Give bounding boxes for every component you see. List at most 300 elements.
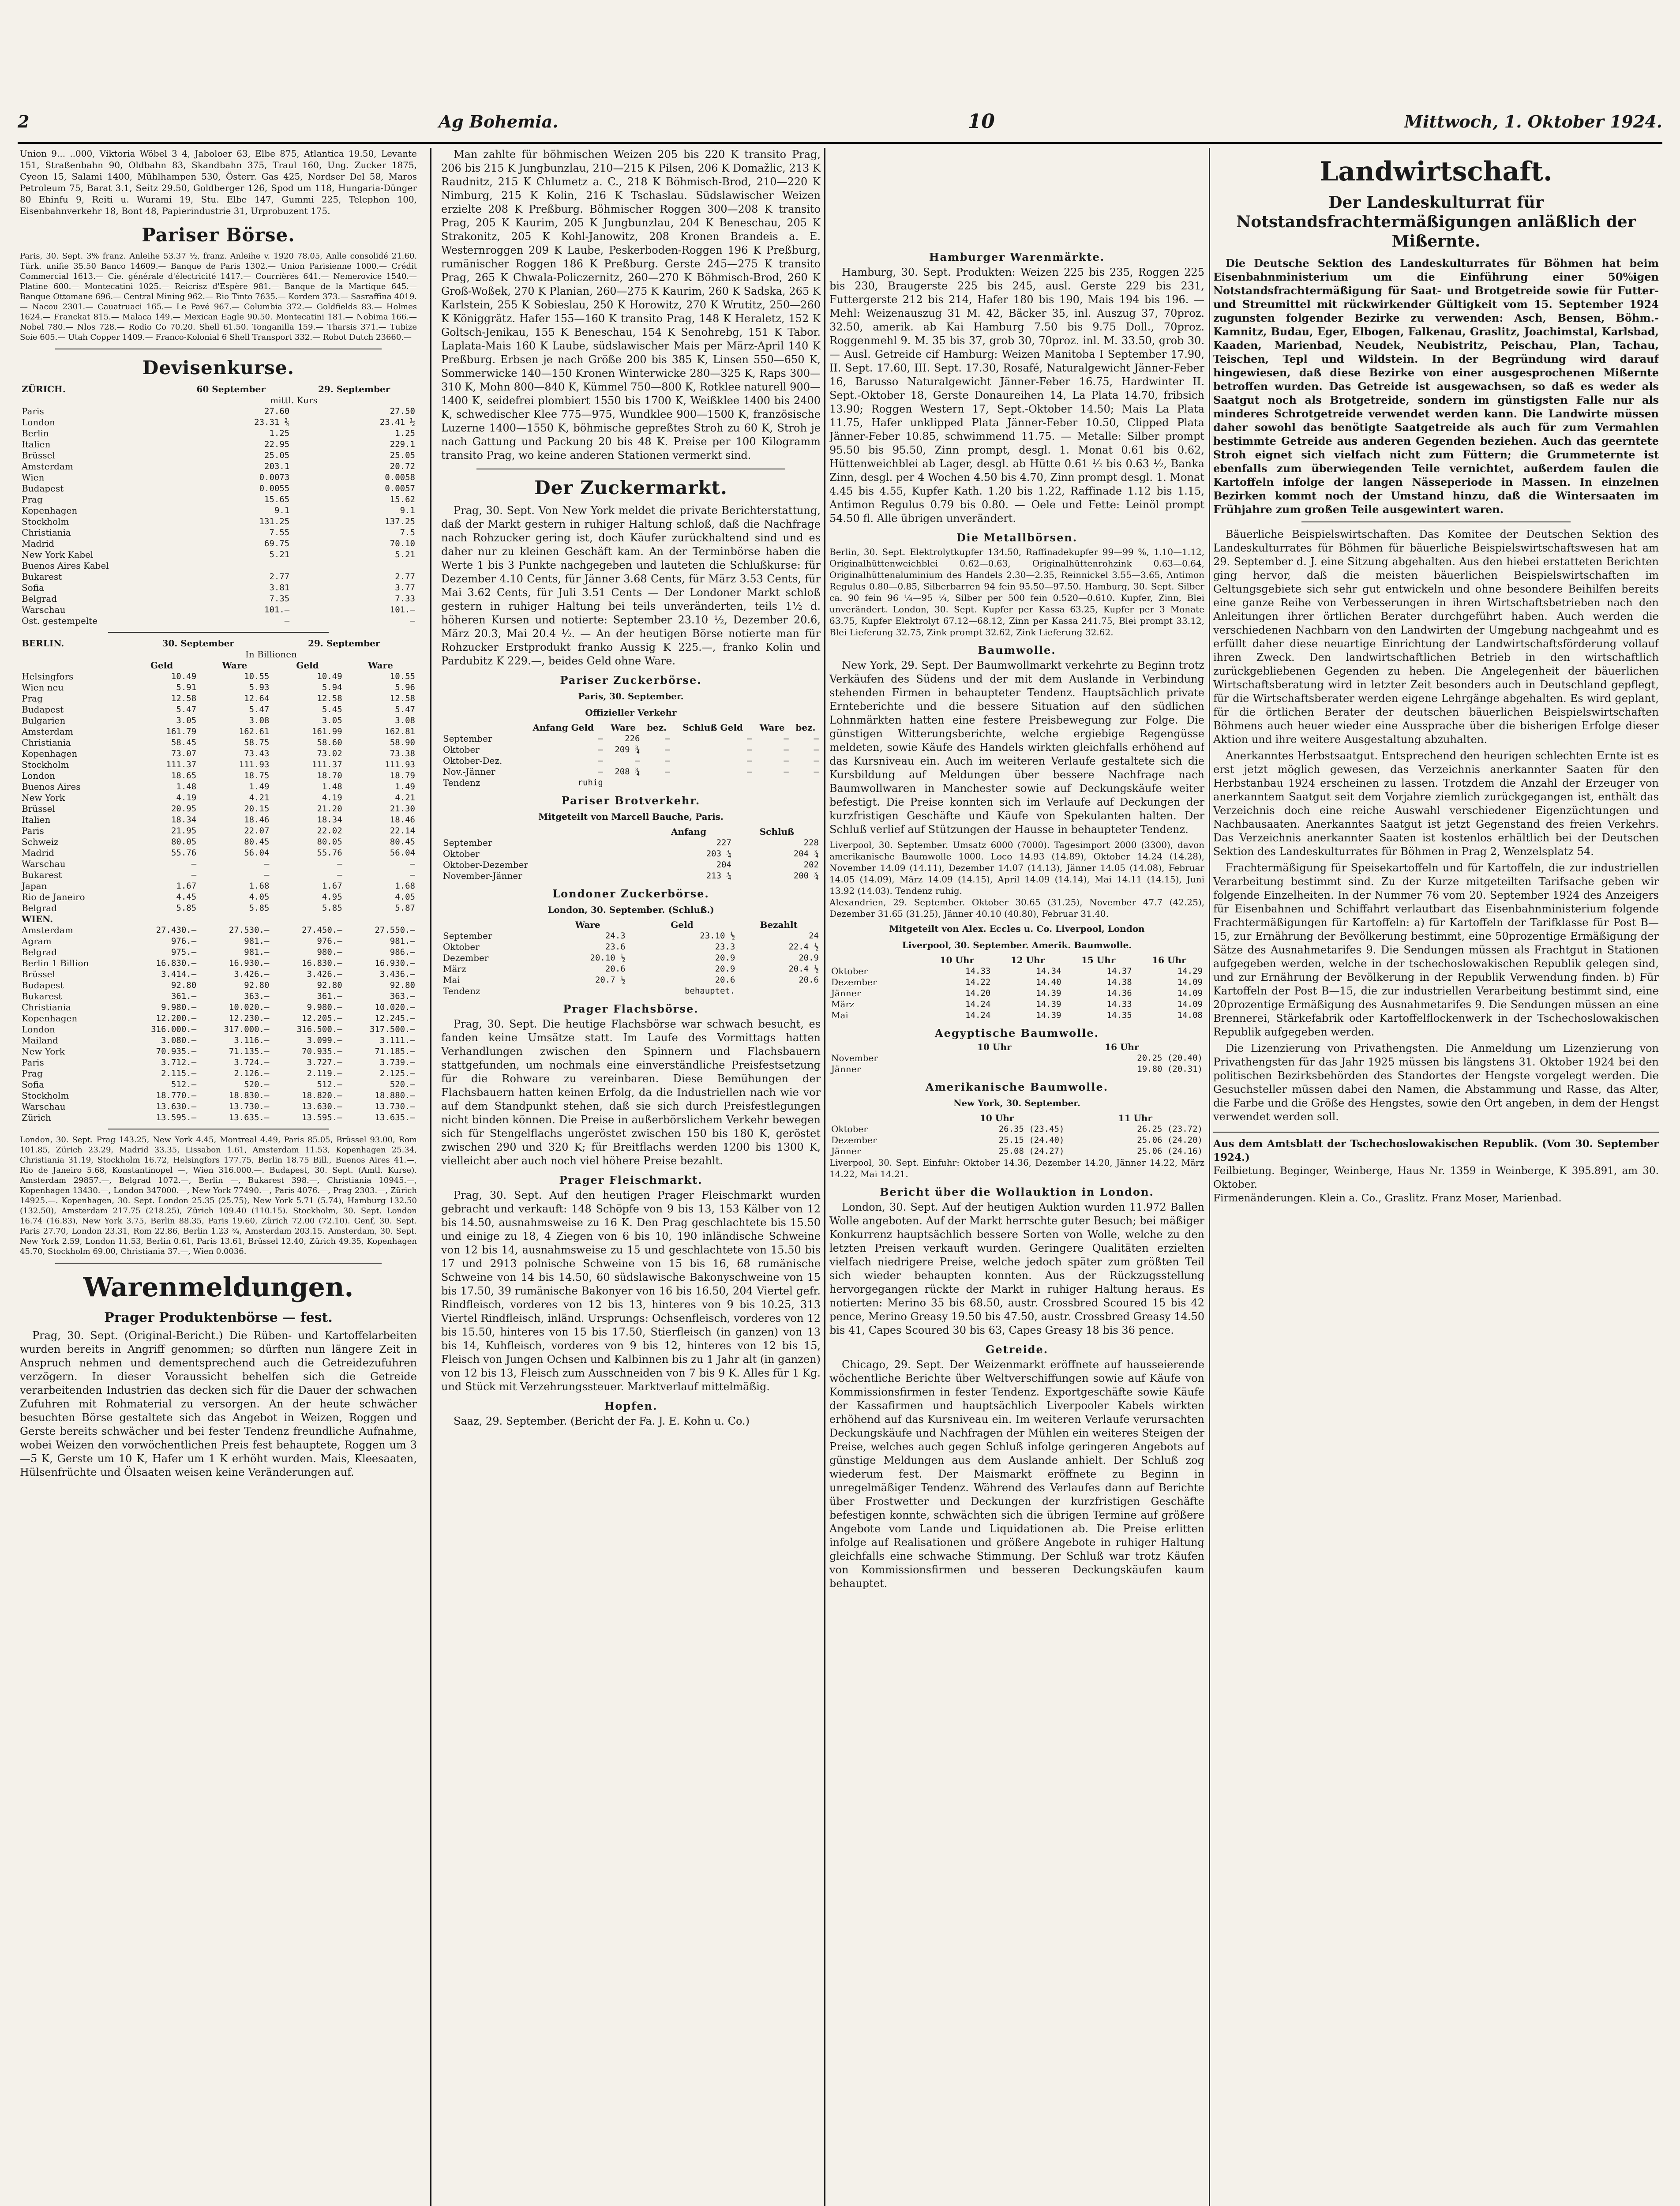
amtsblatt-box	[1213, 1132, 1659, 1205]
row-label: Budapest	[22, 483, 64, 494]
berlin-row	[20, 825, 417, 837]
row-value: 16.830.—	[302, 958, 342, 968]
liverpool-table-date: Liverpool, 30. September. Amerik. Baumwolle.	[902, 940, 1132, 950]
row-value: 3.05	[322, 716, 342, 725]
row-value: 3.05	[176, 716, 197, 725]
row-label: Belgrad	[22, 903, 57, 913]
row-label: September	[443, 930, 492, 941]
row-value: —	[784, 756, 789, 765]
row-label: Italien	[22, 439, 51, 450]
header-rule	[18, 142, 1662, 144]
row-value: 23.6	[605, 942, 626, 952]
row-value: 27.450.—	[302, 925, 342, 935]
wien-row	[20, 947, 417, 958]
alexandria-text: Alexandrien, 29. September. Oktober 30.65 (31.25), November 47.7 (42.25), Dezember 31.65 (31.25), Jänner 40.10 (40.80), Februar 31.40.	[829, 897, 1204, 919]
row-value: 203 ¾	[706, 849, 731, 859]
row-value: 22.14	[390, 826, 415, 836]
column-header: Schluß	[759, 826, 795, 837]
column-header: 15 Uhr	[1081, 955, 1116, 965]
row-label: Nov.-Jänner	[443, 766, 495, 777]
zurich-row	[20, 472, 417, 483]
row-value: 21.20	[317, 804, 342, 814]
row-value: 1.48	[176, 782, 197, 792]
row-label: Oktober	[443, 942, 480, 952]
row-value: —	[665, 756, 670, 765]
row-value: 980.—	[317, 947, 342, 957]
zucker-title: Der Zuckermarkt.	[534, 477, 728, 499]
row-value: 4.05	[249, 892, 270, 902]
pariser-zucker-row	[441, 777, 821, 788]
row-label: Berlin	[22, 428, 49, 439]
row-label: Zürich	[22, 1112, 51, 1123]
aegypt-row	[829, 1064, 1204, 1075]
row-value: 981.—	[390, 936, 415, 946]
row-value: 316.500.—	[296, 1024, 342, 1034]
column-header: 12 Uhr	[1010, 955, 1045, 965]
baumwolle-title: Baumwolle.	[978, 644, 1056, 657]
row-label: London	[22, 1024, 55, 1035]
row-label: Jänner	[831, 1064, 861, 1074]
row-label: Paris	[22, 1057, 44, 1068]
prager-prod-text: Prag, 30. Sept. (Original-Bericht.) Die Rüben- und Kartoffelarbeiten wurden bereits in Angriff genommen; so dürften nun längere Zeit in Anspruch nehmen und dementsprechend auch die Getreidezufuhren verzögern. In dieser Voraussicht behelfen sich die Getreide verarbeitenden Industrien das decken sich für die Dauer der schwachen Zufuhren mit Rohmaterial zu versorgen. An der heute schwächer besuchten Börse gestaltete sich das Angebot in Weizen, Roggen und Gerste bereits schwächer und bei fester Tendenz freundliche Aufnahme, wobei Weizen den vorwöchentlichen Preis fest behauptete, Roggen um 3—5 K, Gerste um 10 K, Hafer um 1 K erhöht wurden. Mais, Kleesaaten, Hülsenfrüchte und Ölsaaten weisen keine Veränderungen auf.	[20, 1329, 417, 1478]
row-value: 7.33	[395, 594, 415, 604]
row-value: 111.93	[385, 760, 415, 769]
berlin-col1: 30. September	[162, 638, 234, 649]
row-value: 12.58	[171, 694, 197, 703]
wien-row	[20, 936, 417, 947]
row-value: 0.0055	[259, 484, 290, 493]
zurich-row	[20, 527, 417, 538]
row-value: 9.1	[400, 506, 415, 515]
berlin-row	[20, 859, 417, 870]
row-value: 18.34	[171, 815, 197, 825]
london-zucker-row	[441, 964, 821, 975]
row-value: —	[814, 745, 819, 754]
row-value: 18.770.—	[156, 1091, 197, 1100]
row-value: 111.93	[239, 760, 270, 769]
row-value: 363.—	[244, 991, 270, 1001]
amtsblatt-entry-2: Firmenänderungen. Klein a. Co., Graslitz. Franz Moser, Marienbad.	[1213, 1193, 1562, 1204]
row-value: 27.530.—	[229, 925, 270, 935]
row-value: 1.49	[249, 782, 270, 792]
row-label: Christiania	[22, 1002, 71, 1013]
row-value: —	[747, 734, 752, 743]
berlin-row	[20, 704, 417, 715]
page-left-number: 2	[18, 111, 30, 131]
row-label: Prag	[22, 1068, 43, 1079]
row-label: Bukarest	[22, 571, 62, 582]
berlin-row	[20, 715, 417, 726]
row-label: November	[831, 1053, 878, 1063]
row-value: 4.95	[322, 892, 342, 902]
row-value: —	[284, 616, 290, 626]
row-value: —	[747, 756, 752, 765]
zucker-text: Prag, 30. Sept. Von New York meldet die private Berichterstattung, daß der Markt gestern in ruhiger Haltung schloß, daß die Nachfrage nach Rohzucker gering ist, doch Käufer zurückhaltend sind und es daher nur zu kleinen Geschäft kam. An der Terminbörse haben die Werte 1 bis 3 Punkte nachgegeben und lauteten die Schlußkurse: für Dezember 4.10 Cents, für Jänner 3.68 Cents, für März 3.53 Cents, für Mai 3.62 Cents, für Juli 3.51 Cents — Der Londoner Markt schloß gestern in ruhiger Haltung bei teils unveränderten, teils 1½ d. höheren Kursen und notierte: September 23.10 ½, Dezember 20.6, März 20.3, Mai 20.4 ½. — An der heutigen Börse notierte man für Rohzucker Erstprodukt franko Aussig K 225.—, franko Kolin und Pardubitz K 229.—, beides Geld ohne Ware.	[441, 504, 821, 667]
metall-text: Berlin, 30. Sept. Elektrolytkupfer 134.50, Raffinadekupfer 99—99 %, 1.10—1.12, Originalhüttenweichblei 0.62—0.63, Originalhüttenrohzink 0.63—0.64, Originalhüttenaluminium des Handels 2.30—2.35, Reinnickel 3.55—3.65, Antimon Regulus 0.80—0.85, Silberbarren 94 fein 95.50—97.50. Hamburg, 30. Sept. Silber ca. 90 fein 96 ¼—95 ¼, Silber per 500 fein 0.520—0.610. Kupfer, Zinn, Blei unverändert. London, 30. Sept. Kupfer per Kassa 63.25, Kupfer per 3 Monate 63.75, Kupfer Elektrolyt 67.12—68.12, Zinn per Kassa 241.75, Blei prompt 33.12, Blei Lieferung 32.75, Zink prompt 32.62, Zink Lieferung 32.62.	[829, 547, 1204, 638]
row-value: 23.31 ¾	[254, 417, 290, 427]
zurich-sub: mittl. Kurs	[270, 395, 318, 405]
row-value: 13.635.—	[375, 1113, 415, 1122]
wien-row	[20, 1057, 417, 1068]
row-value: 3.724.—	[234, 1058, 270, 1067]
row-value: 7.55	[269, 528, 290, 537]
row-value: 14.37	[1106, 966, 1132, 976]
row-label: September	[443, 733, 492, 744]
row-value: 14.36	[1106, 988, 1132, 998]
row-value: 317.000.—	[224, 1024, 270, 1034]
zurich-row	[20, 593, 417, 604]
row-value: 22.07	[244, 826, 270, 836]
hopfen-title: Hopfen.	[604, 1399, 658, 1412]
berlin-col2: 29. September	[308, 638, 380, 649]
flachs-title: Prager Flachsbörse.	[563, 1002, 699, 1015]
row-value: 7.5	[400, 528, 415, 537]
row-value: 14.38	[1106, 977, 1132, 987]
row-value: 14.09	[1177, 988, 1203, 998]
berlin-label: BERLIN.	[22, 638, 64, 649]
row-value: 9.980.—	[161, 1002, 197, 1012]
row-value: 975.—	[171, 947, 197, 957]
row-value: 23.41 ½	[379, 417, 415, 427]
row-label: Oktober-Dez.	[443, 755, 502, 766]
row-label: Agram	[22, 936, 52, 946]
row-label: Bulgarien	[22, 715, 66, 726]
row-value: 55.76	[171, 848, 197, 858]
liverpool-table-cap: Mitgeteilt von Alex. Eccles u. Co. Liverpool, London	[889, 923, 1145, 934]
berlin-row	[20, 759, 417, 770]
row-value: 18.65	[171, 771, 197, 780]
row-value: 229.1	[390, 439, 415, 449]
column-divider	[430, 148, 431, 2206]
row-label: London	[22, 417, 55, 428]
row-value: 5.93	[249, 683, 270, 692]
row-label: London	[22, 770, 55, 781]
row-value: 208 ¾	[615, 767, 640, 777]
row-label: Wien	[22, 472, 45, 483]
row-label: Mai	[831, 1010, 848, 1020]
row-value: 204	[716, 860, 731, 870]
row-value	[672, 777, 754, 788]
liverpool-row	[829, 977, 1204, 988]
berlin-row	[20, 792, 417, 803]
pariser-brot-row	[441, 859, 821, 870]
row-value: 976.—	[171, 936, 197, 946]
zurich-row	[20, 428, 417, 439]
row-value: 4.21	[249, 793, 270, 803]
row-value: 981.—	[244, 936, 270, 946]
row-value: 12.58	[390, 694, 415, 703]
column-header	[441, 919, 548, 930]
row-value: —	[598, 745, 603, 754]
berlin-row	[20, 748, 417, 759]
row-value: 20.72	[390, 461, 415, 471]
liverpool-row	[829, 966, 1204, 977]
row-value: 4.19	[322, 793, 342, 803]
row-value: 3.77	[395, 583, 415, 593]
row-value: 25.15 (24.40)	[998, 1135, 1065, 1145]
row-value: 9.1	[274, 506, 290, 515]
liverpool-row	[829, 1010, 1204, 1021]
row-value: 316.000.—	[151, 1024, 197, 1034]
row-value: 27.60	[264, 406, 290, 416]
row-value: 3.111.—	[379, 1035, 415, 1045]
row-value: 5.94	[322, 683, 342, 692]
row-value	[949, 1053, 1039, 1064]
row-value: 161.99	[312, 727, 342, 736]
row-value: 18.880.—	[375, 1091, 415, 1100]
row-value: 92.80	[171, 980, 197, 990]
row-value: 15.62	[390, 495, 415, 504]
row-value: 3.426.—	[307, 969, 342, 979]
row-value: 3.08	[395, 716, 415, 725]
berlin-row	[20, 682, 417, 693]
row-value: —	[665, 767, 670, 777]
row-value: 3.436.—	[379, 969, 415, 979]
grain-prices-text: Man zahlte für böhmischen Weizen 205 bis 220 K transito Prag, 206 bis 215 K Jungbunzlau, 210—215 K Pilsen, 206 K Domažlic, 213 K Raudnitz, 215 K Chlumetz a. C., 218 K Böhmisch-Brod, 210—220 K Nimburg, 215 K Kolin, 216 K Tschaslau. Südslawischer Weizen erzielte 208 K Preßburg. Böhmischer Roggen 300—208 K transito Prag, 205 K Kaurim, 205 K Jungbunzlau, 204 K Beneschau, 205 K Strakonitz, 205 K Kohl-Janowitz, 208 Kronen Brandeis a. E. Westernroggen 209 K Laube, Peskerboden-Roggen 196 K Preßburg, rumänischer Roggen 186 K Preßburg. Gerste 245—275 K transito Prag, 265 K Chwala-Policzernitz, 260—270 K Böhmisch-Brod, 260 K Groß-Woßek, 270 K Planian, 260—275 K Kaurim, 260 K Sadska, 265 K Karlstein, 255 K Sobieslau, 250 K Horowitz, 270 K Wrutitz, 250—260 K Königgrätz. Hafer 155—160 K transito Prag, 148 K Heraletz, 152 K Goltsch-Jenikau, 155 K Beneschau, 154 K Senohrebg, 151 K Tabor. Laplata-Mais 160 K Laube, südslawischer Mais per März-April 140 K Preßburg. Erbsen je nach Größe 200 bis 385 K, Linsen 550—650 K, Sommerwicke 140—150 Kronen Winterwicke 280—325 K, Raps 300—310 K, Mohn 800—840 K, Kümmel 750—800 K, Rotklee naturell 900—1400 K, seidefrei plombiert 1550 bis 1700 K, Weißklee 1400 bis 2400 K, schwedischer Klee 775—975, Wundklee 900—1500 K, französische Luzerne 1400—1550 K, böhmische gepreßtes Stroh zu 60 K, Stroh je nach Gattung und Packung 20 bis 48 K. Preise per 100 Kilogramm transito Prag, wo keine anderen Stationen vermerkt sind.	[441, 148, 821, 461]
paris-section-title: Pariser Börse.	[142, 224, 295, 246]
row-label: Kopenhagen	[22, 748, 78, 759]
row-label: Prag	[22, 494, 43, 505]
foreign-exchange-text: London, 30. Sept. Prag 143.25, New York 4.45, Montreal 4.49, Paris 85.05, Brüssel 93.00, Rom 101.85, Zürich 23.29, Madrid 33.35, Lissabon 1.61, Amsterdam 11.53, Kopenhagen 25.34, Christiania 31.19, Stockholm 16.72, Helsingfors 177.75, Berlin 18.75 Bill., Buenos Aires 41.—, Rio de Janeiro 5.68, Konstantinopel —, Wien 316.000.—. Budapest, 30. Sept. (Amtl. Kurse). Amsterdam 29857.—, Belgrad 1072.—, Berlin —, Bukarest 398.—, Christiania 10945.—, Kopenhagen 13430.—, London 347000.—, New York 77490.—, Paris 4076.—, Prag 2303.—, Zürich 14925.—. Kopenhagen, 30. Sept. London 25.35 (25.75), New York 5.71 (5.74), Hamburg 132.50 (132.50), Amsterdam 217.75 (218.25), Zürich 109.40 (110.15). Stockholm, 30. Sept. London 16.74 (16.83), New York 3.75, Berlin 88.35, Paris 19.60, Zürich 72.00 (72.10). Genf, 30. Sept. Paris 27.70, London 23.31, Rom 22.86, Berlin 1.23 ¾, Amsterdam 203.15. Amsterdam, 30. Sept. New York 2.59, London 11.53, Berlin 0.61, Paris 13.61, Brüssel 12.40, Zürich 49.35, Kopenhagen 45.70, Stockholm 69.00, Christiania 37.—, Wien 0.0036.	[20, 1135, 417, 1256]
row-value: —	[814, 734, 819, 743]
row-label: März	[443, 964, 466, 974]
row-value: —	[665, 734, 670, 743]
wien-label: WIEN.	[22, 914, 53, 924]
row-label: Christiania	[22, 737, 71, 748]
flachs-text: Prag, 30. Sept. Die heutige Flachsbörse war schwach besucht, es fanden keine Umsätze statt. Im Laufe des Vormittags hatten Verhandlungen zwischen den Spinnern und Flachsbauern stattgefunden, um nochmals eine einverständliche Preisfestsetzung für die Rohware zu vereinbaren. Diese Bemühungen der Flachsbauern hatten keinen Erfolg, da die Industriellen nach wie vor auf dem Standpunkt stehen, daß sie sich durch Preisfestlegungen nicht binden können. Die Preise in außerbörslichem Verkehr bewegen sich für Stengelflachs ungeröstet zwischen 150 bis 180 K, geröstet zwischen 290 und 320 K; für Breitflachs werden 1200 bis 1300 K, vielleicht aber auch noch viel höhere Preise bezahlt.	[441, 1018, 821, 1167]
row-value: 13.635.—	[229, 1113, 270, 1122]
row-value: 10.020.—	[229, 1002, 270, 1012]
berlin-row	[20, 848, 417, 859]
row-value: 25.05	[264, 450, 290, 460]
row-value: 101.—	[390, 605, 415, 615]
row-label: Paris	[22, 406, 44, 416]
pariser-brot-row	[441, 837, 821, 848]
row-label: Wien neu	[22, 682, 64, 693]
row-value	[171, 560, 291, 571]
row-value: 13.730.—	[229, 1102, 270, 1111]
column-header	[829, 1042, 949, 1053]
row-value: 986.—	[390, 947, 415, 957]
row-value: 80.45	[390, 837, 415, 847]
row-value: —	[784, 767, 789, 777]
berlin-row	[20, 881, 417, 892]
row-value: 1.68	[249, 881, 270, 891]
row-value: 14.33	[965, 966, 991, 976]
row-value: 3.08	[249, 716, 270, 725]
divider	[55, 1263, 382, 1264]
row-value: 3.414.—	[161, 969, 197, 979]
row-value: —	[264, 859, 270, 869]
row-value	[548, 986, 627, 997]
row-value: 317.500.—	[370, 1024, 415, 1034]
row-value: 73.02	[317, 749, 342, 758]
amerik-row	[829, 1124, 1204, 1135]
row-value: 111.37	[312, 760, 342, 769]
zurich-row	[20, 439, 417, 450]
row-value: 16.930.—	[229, 958, 270, 968]
row-value: —	[410, 859, 415, 869]
paper-name: Ag Bohemia.	[439, 111, 559, 131]
berlin-h2: Geld	[296, 660, 319, 671]
amerik-title: Amerikanische Baumwolle.	[925, 1080, 1109, 1093]
zurich-row	[20, 450, 417, 461]
row-value: 161.79	[166, 727, 197, 736]
row-value: 10.49	[171, 672, 197, 681]
row-value: 55.76	[317, 848, 342, 858]
row-label: Warschau	[22, 604, 66, 615]
row-value: 24	[809, 931, 819, 941]
hopfen-text: Saaz, 29. September. (Bericht der Fa. J. E. Kohn u. Co.)	[454, 1415, 750, 1427]
row-label: New York	[22, 1046, 65, 1057]
row-label: Mailand	[22, 1035, 58, 1046]
row-value: —	[814, 756, 819, 765]
row-value: —	[264, 870, 270, 880]
row-value: 27.50	[390, 406, 415, 416]
row-value: 101.—	[264, 605, 290, 615]
row-value: 20.95	[171, 804, 197, 814]
table-header	[829, 955, 1204, 966]
wien-row	[20, 1035, 417, 1046]
row-value: 1.67	[176, 881, 197, 891]
row-value: 20.6	[605, 964, 626, 974]
row-value: 18.79	[390, 771, 415, 780]
row-value: 976.—	[317, 936, 342, 946]
wien-row	[20, 1024, 417, 1035]
row-value	[291, 560, 417, 571]
column-header	[829, 955, 922, 966]
row-label: Bukarest	[22, 991, 62, 1002]
row-value: —	[814, 767, 819, 777]
table-header	[441, 722, 821, 733]
lead-article-text: Die Deutsche Sektion des Landeskulturrates für Böhmen hat beim Eisenbahnministerium um die Einführung einer 50%igen Notstandsfrachtermäßigung für Saat- und Brotgetreide sowie für Futter- und Streumittel mit rückwirkender Gültigkeit vom 15. September 1924 zugunsten folgender Bezirke zu verwenden: Asch, Bensen, Böhm.-Kamnitz, Budau, Eger, Elbogen, Falkenau, Graslitz, Joachimstal, Karlsbad, Kaaden, Marienbad, Neudek, Neubistritz, Peischau, Plan, Tachau, Teischen, Tepl und Wildstein. In der Begründung wird darauf hingewiesen, daß diese Bezirke von einer ausgesprochenen Mißernte betroffen wurden. Das Getreide ist ausgewachsen, so daß es weder als Saatgut noch als Brotgetreide, sondern im günstigsten Falle nur als minderes Schrotgetreide verwendet werden kann. Die Landwirte müssen daher sowohl das benötigte Saatgetreide als auch für zum Vermahlen bestimmte Getreide aus anderen Gegenden beziehen. Auch das geerntete Stroh eignet sich vielfach nicht zum Füttern; die Grummeternte ist ebenfalls zum überwiegenden Teile vernichtet, außerdem faulen die Kartoffeln infolge der langen Nässeperiode in Massen. In einzelnen Bezirken kommt noch der Umstand hinzu, daß die Wintersaaten im Frühjahre zum großen Teile ausgewintert waren.	[1213, 257, 1659, 516]
row-value: 202	[803, 860, 819, 870]
berlin-row	[20, 837, 417, 848]
table-header	[441, 919, 821, 930]
row-label: Oktober-Dezember	[443, 859, 528, 870]
row-value: —	[747, 767, 752, 777]
row-value: 5.47	[395, 705, 415, 714]
row-value: 14.24	[965, 1010, 991, 1020]
article-beispielswirtschaften: Bäuerliche Beispielswirtschaften. Das Komitee der Deutschen Sektion des Landeskulturrates für Böhmen für bäuerliche Beispielswirtschaftswesen hat am 29. September d. J. eine Sitzung abgehalten. Aus den hiebei erstatteten Berichten ging hervor, daß die meisten bäuerlichen Beispielswirtschaften im Geltungsgebiete sich sehr gut entwickeln und ohne besondere Beihilfen bereits eine ganze Reihe von Verbesserungen in ihren Wirtschaftsbetrieben nach den Anleitungen ihrer örtlichen Berater durchgeführt haben. Auch werden die verschiedenen Nachbarn von den Landwirten der Umgebung nachgeahmt und es erfüllt daher diese neuartige Einrichtung der Landwirtschaftsförderung vollauf ihren Zweck. Den landwirtschaftlichen Betrieb in den wirtschaftlich zurückgebliebenen Gegenden zu heben. Die Angelegenheit der bäuerlichen Wirtschaftsberatung wird in letzter Zeit besonders auch in Deutschland gepflegt, für die Wirtschaftsberater werden eigene Lehrgänge abgehalten. Es wird geplant, für die örtlichen Berater der deutschen bäuerlichen Beispielswirtschaften Böhmens auch heuer wieder eine Aussprache über die bisherigen Erfolge dieser Aktion und ihre weitere Ausgestaltung abzuhalten.	[1213, 528, 1659, 746]
row-value: 25.05	[390, 450, 415, 460]
berlin-row	[20, 693, 417, 704]
wolle-title: Bericht über die Wollauktion in London.	[880, 1186, 1154, 1198]
pariser-brot-cap: Mitgeteilt von Marcell Bauche, Paris.	[538, 811, 724, 822]
row-value: 3.727.—	[307, 1058, 342, 1067]
row-value: 9.980.—	[307, 1002, 342, 1012]
column-4	[1213, 148, 1659, 2206]
landwirtschaft-title: Landwirtschaft.	[1320, 156, 1552, 187]
pariser-zucker-date: Paris, 30. September.	[578, 691, 684, 702]
row-value: 14.33	[1106, 999, 1132, 1009]
page-header	[18, 101, 1662, 141]
row-value: 20.6	[799, 975, 819, 985]
divider	[1301, 521, 1571, 522]
row-value: 363.—	[390, 991, 415, 1001]
row-value: 92.80	[317, 980, 342, 990]
row-value: 512.—	[171, 1080, 197, 1089]
row-label: Belgrad	[22, 947, 57, 957]
london-zucker-table	[441, 919, 821, 997]
berlin-rows	[20, 671, 417, 914]
amerik-table	[829, 1113, 1204, 1157]
row-value: 213 ¾	[706, 871, 731, 881]
row-value: 4.45	[176, 892, 197, 902]
liverpool-row	[829, 999, 1204, 1010]
pariser-zucker-table	[441, 722, 821, 788]
row-value: 19.80 (20.31)	[1137, 1064, 1203, 1074]
row-label: Stockholm	[22, 1090, 69, 1101]
row-label: Rio de Janeiro	[22, 892, 85, 902]
row-value: 14.39	[1036, 1010, 1061, 1020]
row-label: Prag	[22, 693, 43, 704]
row-value: 26.35 (23.45)	[998, 1124, 1065, 1134]
row-label: Brüssel	[22, 450, 55, 461]
row-label: September	[443, 837, 492, 848]
row-value: —	[410, 870, 415, 880]
row-value: 22.02	[317, 826, 342, 836]
wolle-text: London, 30. Sept. Auf der heutigen Auktion wurden 11.972 Ballen Wolle angeboten. Auf der Markt herrschte guter Besuch; bei mäßiger Konkurrenz hauptsächlich bessere Sorten von Wolle, welche zu den letzten Preisen verkauft wurden. Geringere Qualitäten erzielten vielfach niedrigere Preise, welche jedoch später zum größten Teil sich wieder behaupten konnten. Aus der Rückzugsstellung hervorgegangen rückte der Markt in ruhiger Haltung heraus. Es notierten: Merino 35 bis 68.50, austr. Crossbred Scoured 15 bis 42 pence, Merino Greasy 19.50 bis 47.50, austr. Crossbred Greasy 14.50 bis 41, Capes Scoured 30 bis 63, Capes Greasy 18 bis 36 pence.	[829, 1201, 1204, 1336]
row-label: Ost. gestempelte	[22, 615, 98, 626]
amerik-date: New York, 30. September.	[953, 1098, 1080, 1108]
fleisch-title: Prager Fleischmarkt.	[559, 1174, 703, 1186]
row-value: 20.9	[715, 953, 735, 963]
column-header: 11 Uhr	[1118, 1113, 1152, 1123]
row-label: Berlin 1 Billion	[22, 958, 89, 968]
row-value: 1.25	[269, 428, 290, 438]
row-value: 25.06 (24.16)	[1137, 1146, 1203, 1156]
row-value: 20.4 ½	[788, 964, 819, 974]
wien-row	[20, 1046, 417, 1057]
row-value: 73.07	[171, 749, 197, 758]
row-value: 228	[803, 838, 819, 848]
row-value: 56.04	[244, 848, 270, 858]
row-label: Oktober	[443, 744, 480, 755]
row-label: Jänner	[831, 1146, 861, 1156]
zurich-row	[20, 560, 417, 571]
row-label: Budapest	[22, 980, 64, 990]
row-value: 2.119.—	[307, 1069, 342, 1078]
wien-row	[20, 1101, 417, 1112]
row-value: 58.45	[171, 738, 197, 747]
hamburg-title: Hamburger Warenmärkte.	[929, 251, 1105, 263]
row-value: 2.115.—	[161, 1069, 197, 1078]
row-value: 14.08	[1177, 1010, 1203, 1020]
row-value: 520.—	[244, 1080, 270, 1089]
row-value: 80.05	[317, 837, 342, 847]
zurich-col2: 29. September	[318, 384, 390, 394]
paris-text: Paris, 30. Sept. 3% franz. Anleihe 53.37 ½, franz. Anleihe v. 1920 78.05, Anlle consolidé 21.60. Türk. unifie 35.50 Banco 14609.— Banque de Paris 1302.— Union Parisienne 1000.— Crédit Commercial 1613.— Cie. générale d'électricité 1417.— Courrières 641.— Nemerovice 1540.— Platine 600.— Montecatini 1025.— Reicrisz d'Espère 981.— Banque de la Martique 645.— Banque Ottomane 696.— Central Mining 962.— Rio Tinto 7635.— Kordem 373.— Sasraffina 4019.— Nacou 2301.— Cauatruaci 165.— Le Pavé 967.— Columbia 372.— Goldfields 83.— Holmes 1624.— Franckat 815.— Malaca 149.— Mexican Eagle 90.50. Montecatini 181.— Nobima 166.— Nobel 780.— Nlos 728.— Rodio Co 70.20. Shell 61.50. Tonganilla 159.— Tharsis 371.— Tubize Soie 605.— Utah Copper 1409.— Franco-Kolonial 6 Shell Transport 332.— Robot Dutch 23660.—	[20, 251, 417, 342]
table-header	[829, 1113, 1204, 1124]
row-value: 26.25 (23.72)	[1137, 1124, 1203, 1134]
pariser-brot-title: Pariser Brotverkehr.	[561, 794, 701, 807]
hamburg-text: Hamburg, 30. Sept. Produkten: Weizen 225 bis 235, Roggen 225 bis 230, Braugerste 225 bis 245, ausl. Gerste 229 bis 231, Futtergerste 212 bis 214, Hafer 180 bis 190, Mais 194 bis 196. — Mehl: Weizenauszug 31 M. 42, Bäcker 35, inl. Auszug 37, 70proz. 32.50, amerik. ab Kai Hamburg 7.50 bis 9.75 Doll., 70proz. Roggenmehl 9. M. 35 bis 37, grob 30, 70proz. inl. M. 33.50, grob 30. — Ausl. Getreide cif Hamburg: Weizen Manitoba I September 17.90, II. Sept. 17.60, III. Sept. 17.30, Rosafé, Naturalgewicht Jänner-Feber 16, Barusso Naturalgewicht Jänner-Feber 16.75, Hardwinter II. Sept.-Oktober 18, Gerste Donaureihen 14, La Plata 14.70, fribsich 13.90; Roggen Western 17, Sept.-Oktober 14.50; Mais La Plata 11.75, Hafer unklipped Plata Jänner-Feber 10.50, Clipped Plata Jänner-Feber 10.85, schwimmend 11.75. — Metalle: Silber prompt 95.50 bis 95.50, Zinn prompt, desgl. 1. Monat 0.61 bis 0.62, Hüttenweichblei ab Lager, desgl. ab Hütte 0.61 ½ bis 0.63 ½, Banka Zinn, desgl. per 4 Wochen 4.50 bis 4.70, Zinn prompt desgl. 1. Monat 4.45 bis 4.55, Kupfer Kath. 1.20 bis 1.22, Raffinade 1.12 bis 1.15, Antimon Regulus 0.79 bis 0.80. — Oele und Fette: Leinöl prompt 54.50 fl. Alle übrigen unverändert.	[829, 266, 1204, 525]
row-value: 18.75	[244, 771, 270, 780]
date-line: Mittwoch, 1. Oktober 1924.	[1404, 111, 1662, 131]
row-value: 21.30	[390, 804, 415, 814]
row-value: 56.04	[390, 848, 415, 858]
row-value: 4.05	[395, 892, 415, 902]
row-value: 1.25	[395, 428, 415, 438]
row-value: 13.730.—	[375, 1102, 415, 1111]
wien-row	[20, 958, 417, 969]
column-header: bez.	[646, 722, 667, 733]
row-label: Christiania	[22, 527, 71, 538]
row-value: 14.39	[1036, 999, 1061, 1009]
row-label: Brüssel	[22, 969, 55, 979]
row-value: 12.58	[317, 694, 342, 703]
